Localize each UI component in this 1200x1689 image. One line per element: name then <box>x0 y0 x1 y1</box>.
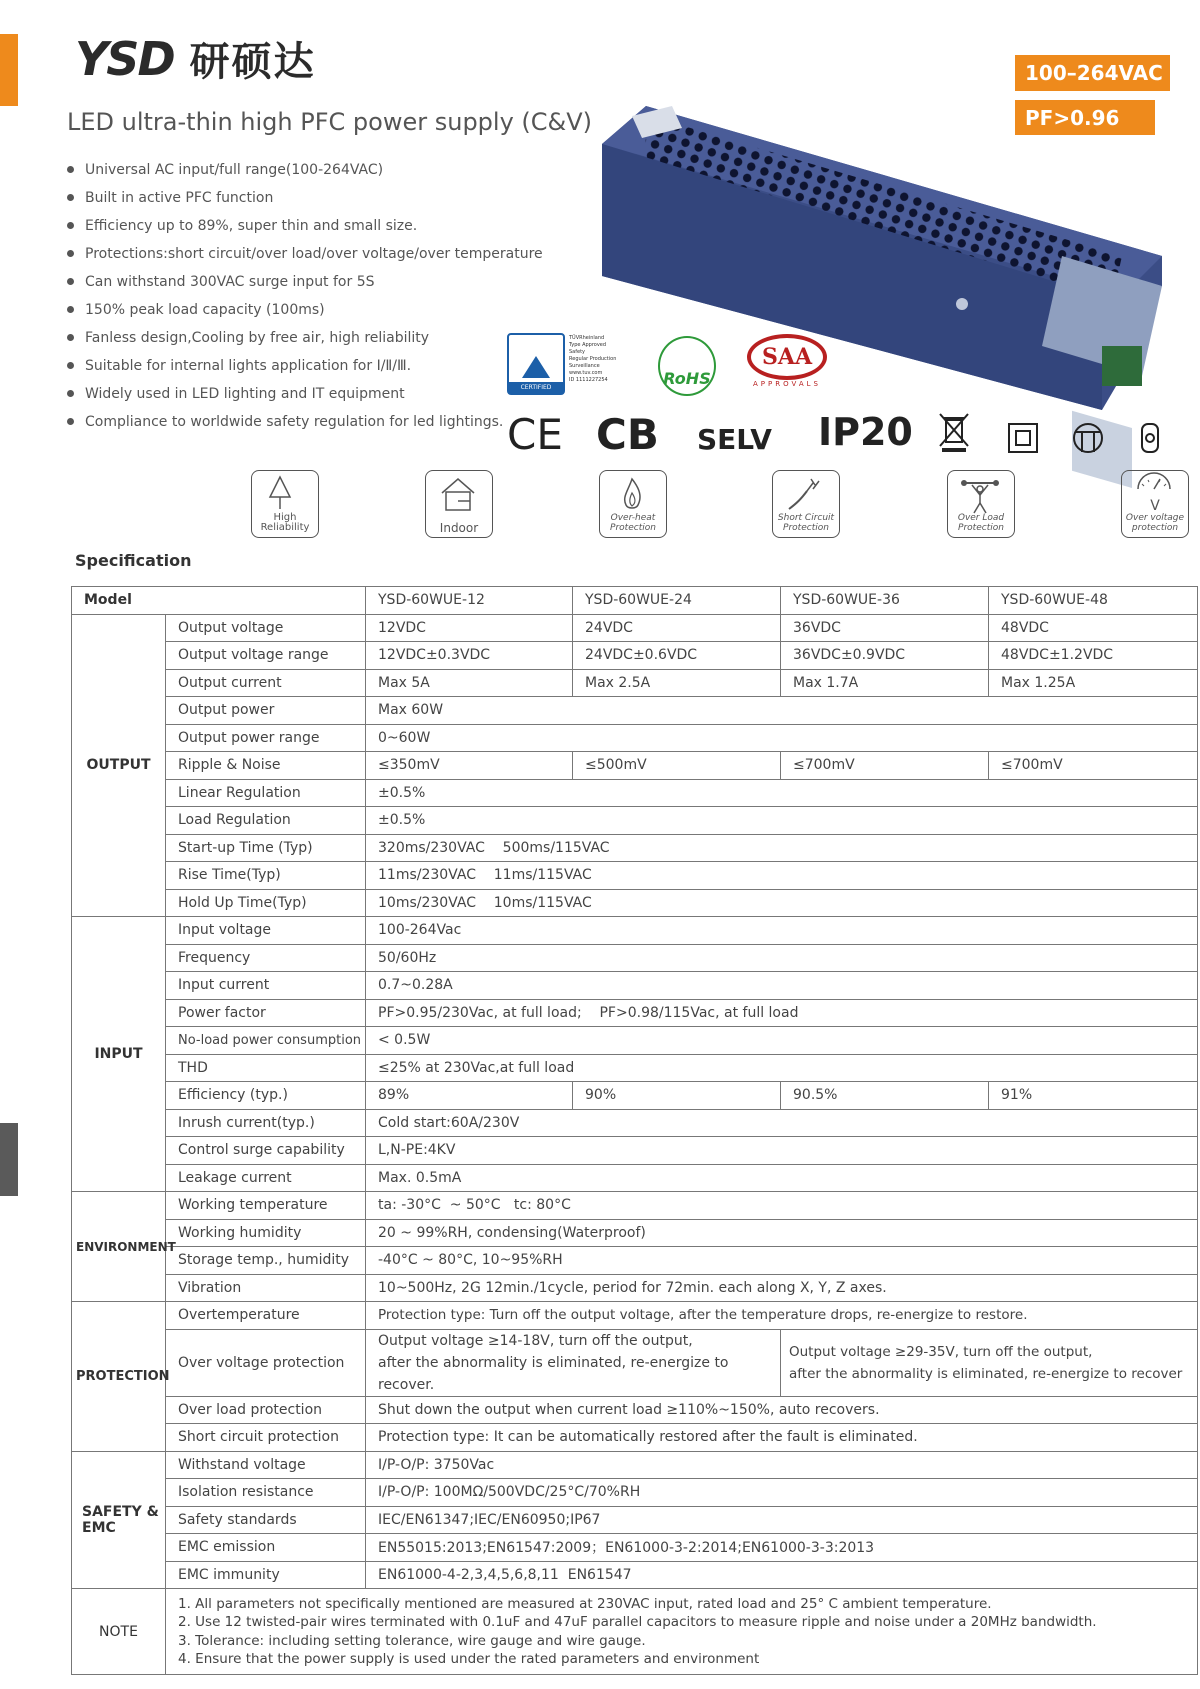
cell: 0~60W <box>366 724 1198 752</box>
model-cell: YSD-60WUE-24 <box>573 587 781 615</box>
row-label: Frequency <box>166 944 366 972</box>
row-label: Over load protection <box>166 1396 366 1424</box>
cell: 89% <box>366 1082 573 1110</box>
feature-item: Universal AC input/full range(100-264VAC) <box>67 160 543 188</box>
weee-bin-icon <box>938 410 970 452</box>
cell: EN61000-4-2,3,4,5,6,8,11 EN61547 <box>366 1561 1198 1589</box>
row-label: Load Regulation <box>166 807 366 835</box>
category-protection: PROTECTION <box>72 1302 166 1452</box>
cell: 11ms/230VAC 11ms/115VAC <box>366 862 1198 890</box>
saa-logo <box>744 334 830 392</box>
cell: 24VDC <box>573 614 781 642</box>
table-row <box>72 834 1198 862</box>
row-label: Output current <box>166 669 366 697</box>
table-row <box>72 1192 1198 1220</box>
row-label: THD <box>166 1054 366 1082</box>
row-label: Leakage current <box>166 1164 366 1192</box>
model-cell: YSD-60WUE-36 <box>781 587 989 615</box>
volt-glyph: V <box>1150 498 1160 514</box>
cell: I/P-O/P: 100MΩ/500VDC/25°C/70%RH <box>366 1479 1198 1507</box>
saa-mark: SAA <box>747 334 827 380</box>
table-row <box>72 1109 1198 1137</box>
category-input: INPUT <box>72 917 166 1192</box>
row-label: Input voltage <box>166 917 366 945</box>
cell: PF>0.95/230Vac, at full load; PF>0.98/115Vac, at full load <box>366 999 1198 1027</box>
cell: ±0.5% <box>366 807 1198 835</box>
double-insulation-icon <box>1007 422 1039 454</box>
row-label: Overtemperature <box>166 1302 366 1330</box>
table-row <box>72 807 1198 835</box>
table-row <box>72 1506 1198 1534</box>
table-row <box>72 1479 1198 1507</box>
saa-approvals: APPROVALS <box>753 380 821 388</box>
row-label: Storage temp., humidity <box>166 1247 366 1275</box>
cell: ±0.5% <box>366 779 1198 807</box>
category-safety-emc: SAFETY & EMC <box>72 1451 166 1589</box>
cell: ≤25% at 230Vac,at full load <box>366 1054 1198 1082</box>
row-label: Withstand voltage <box>166 1451 366 1479</box>
rohs-logo: RoHS <box>658 336 716 396</box>
table-row <box>72 1561 1198 1589</box>
ovp-line: Output voltage ≥29-35V, turn off the output, <box>789 1343 1093 1360</box>
ovp-line: after the abnormality is eliminated, re-energize to recover. <box>378 1354 729 1393</box>
row-label: Safety standards <box>166 1506 366 1534</box>
category-output: OUTPUT <box>72 614 166 917</box>
row-label: Inrush current(typ.) <box>166 1109 366 1137</box>
row-label: Start-up Time (Typ) <box>166 834 366 862</box>
indoor-icon <box>425 470 493 538</box>
cell: 100-264Vac <box>366 917 1198 945</box>
feature-item: Suitable for internal lights application for Ⅰ/Ⅱ/Ⅲ. <box>67 356 543 384</box>
table-row <box>72 1329 1198 1396</box>
row-label: Linear Regulation <box>166 779 366 807</box>
row-label: Working temperature <box>166 1192 366 1220</box>
cell: EN55015:2013;EN61547:2009；EN61000-3-2:2014;EN61000-3-3:2013 <box>366 1534 1198 1562</box>
table-row <box>72 1396 1198 1424</box>
cell: 36VDC±0.9VDC <box>781 642 989 670</box>
cell: 91% <box>989 1082 1198 1110</box>
cell: 12VDC <box>366 614 573 642</box>
cell: Max 2.5A <box>573 669 781 697</box>
logo-chinese: 研硕达 <box>189 39 316 85</box>
cell: ≤700mV <box>781 752 989 780</box>
tuv-certified-text: CERTIFIED <box>509 382 563 393</box>
row-label: Power factor <box>166 999 366 1027</box>
voltage-badge: 100–264VAC <box>1015 55 1170 91</box>
cell: -40°C ~ 80°C, 10~95%RH <box>366 1247 1198 1275</box>
tuv-line: Safety <box>569 349 585 355</box>
ovp-line: Output voltage ≥14-18V, turn off the output, <box>378 1332 693 1349</box>
spec-table <box>71 586 1198 1675</box>
table-row <box>72 669 1198 697</box>
cell: IEC/EN61347;IEC/EN60950;IP67 <box>366 1506 1198 1534</box>
row-label: Rise Time(Typ) <box>166 862 366 890</box>
feature-item: 150% peak load capacity (100ms) <box>67 300 543 328</box>
side-grey-bar <box>0 1123 18 1196</box>
table-row <box>72 1027 1198 1055</box>
row-label: Efficiency (typ.) <box>166 1082 366 1110</box>
cell: 10ms/230VAC 10ms/115VAC <box>366 889 1198 917</box>
cell: ≤350mV <box>366 752 573 780</box>
table-row <box>72 999 1198 1027</box>
cell: 50/60Hz <box>366 944 1198 972</box>
row-label: Ripple & Noise <box>166 752 366 780</box>
feature-icon-label: Over Load Protection <box>957 513 1005 533</box>
table-row <box>72 972 1198 1000</box>
row-label: Over voltage protection <box>166 1329 366 1396</box>
cell: 90% <box>573 1082 781 1110</box>
cell: Max 5A <box>366 669 573 697</box>
table-row <box>72 724 1198 752</box>
table-row <box>72 1424 1198 1452</box>
tuv-line: Regular Production <box>569 356 617 362</box>
note-line: 4. Ensure that the power supply is used under the rated parameters and environment <box>178 1651 760 1667</box>
feature-item: Fanless design,Cooling by free air, high reliability <box>67 328 543 356</box>
feature-icon-label: Over voltage protection <box>1125 513 1185 533</box>
table-row <box>72 1589 1198 1675</box>
table-row <box>72 587 1198 615</box>
brand-logo <box>75 30 316 87</box>
feature-icon-label: Indoor <box>439 521 479 535</box>
feature-icon-label: Over-heat Protection <box>610 513 656 533</box>
cell: 24VDC±0.6VDC <box>573 642 781 670</box>
table-row <box>72 862 1198 890</box>
model-cell: YSD-60WUE-48 <box>989 587 1198 615</box>
row-label: Output power range <box>166 724 366 752</box>
table-row <box>72 1534 1198 1562</box>
table-row <box>72 1219 1198 1247</box>
spec-heading: Specification <box>75 551 192 570</box>
tuv-line: Surveillance <box>569 363 600 369</box>
row-label: Hold Up Time(Typ) <box>166 889 366 917</box>
table-row <box>72 614 1198 642</box>
cell: Shut down the output when current load ≥110%~150%, auto recovers. <box>366 1396 1198 1424</box>
note-line: 1. All parameters not specifically mentioned are measured at 230VAC input, rated load and 25° C ambient temperature. <box>178 1595 992 1612</box>
feature-icon-label: Short Circuit Protection <box>777 513 835 533</box>
cell: Protection type: Turn off the output voltage, after the temperature drops, re-energize to restore. <box>366 1302 1198 1330</box>
table-row <box>72 1137 1198 1165</box>
cell: 320ms/230VAC 500ms/115VAC <box>366 834 1198 862</box>
feature-item: Efficiency up to 89%, super thin and small size. <box>67 216 543 244</box>
cell: ta: -30°C ~ 50°C tc: 80°C <box>366 1192 1198 1220</box>
cell: ≤700mV <box>989 752 1198 780</box>
table-row <box>72 1054 1198 1082</box>
side-accent-bar <box>0 34 18 106</box>
cell: 12VDC±0.3VDC <box>366 642 573 670</box>
row-label: Short circuit protection <box>166 1424 366 1452</box>
cell: 10~500Hz, 2G 12min./1cycle, period for 72min. each along X, Y, Z axes. <box>366 1274 1198 1302</box>
cell: 90.5% <box>781 1082 989 1110</box>
product-title: LED ultra-thin high PFC power supply (C&V) <box>67 108 593 136</box>
high-reliability-icon <box>251 470 319 538</box>
row-label: Output power <box>166 697 366 725</box>
table-row <box>72 1451 1198 1479</box>
cell: 48VDC±1.2VDC <box>989 642 1198 670</box>
cell: Max 60W <box>366 697 1198 725</box>
feature-item: Built in active PFC function <box>67 188 543 216</box>
ovp-line: after the abnormality is eliminated, re-energize to recover <box>789 1365 1183 1382</box>
over-load-icon <box>947 470 1015 538</box>
ce-mark: CE <box>507 410 563 459</box>
cell: Cold start:60A/230V <box>366 1109 1198 1137</box>
table-row <box>72 697 1198 725</box>
feature-item: Can withstand 300VAC surge input for 5S <box>67 272 543 300</box>
cell: < 0.5W <box>366 1027 1198 1055</box>
note-line: 2. Use 12 twisted-pair wires terminated with 0.1uF and 47uF parallel capacitors to measure ripple and noise under a 20MHz bandwidth. <box>178 1614 1097 1630</box>
independent-ballast-icon <box>1072 422 1104 454</box>
ip20-mark: IP20 <box>818 410 913 454</box>
note-line: 3. Tolerance: including setting tolerance, wire gauge and wire gauge. <box>178 1632 646 1649</box>
tuv-details <box>569 333 616 395</box>
table-row <box>72 752 1198 780</box>
tuv-line: ID 1111227254 <box>569 377 608 383</box>
cell: 20 ~ 99%RH, condensing(Waterproof) <box>366 1219 1198 1247</box>
cell: ≤500mV <box>573 752 781 780</box>
class-mark-icon <box>1140 422 1160 454</box>
over-heat-icon <box>599 470 667 538</box>
cell: Max. 0.5mA <box>366 1164 1198 1192</box>
table-row <box>72 1274 1198 1302</box>
cell: L,N-PE:4KV <box>366 1137 1198 1165</box>
feature-item: Compliance to worldwide safety regulation for led lightings. <box>67 412 543 440</box>
row-label: Isolation resistance <box>166 1479 366 1507</box>
cell: I/P-O/P: 3750Vac <box>366 1451 1198 1479</box>
row-label: No-load power consumption <box>166 1027 366 1055</box>
short-circuit-icon <box>772 470 840 538</box>
table-row <box>72 1164 1198 1192</box>
table-row <box>72 1302 1198 1330</box>
tuv-line: Type Approved <box>569 342 607 348</box>
tuv-name: TÜVRheinland <box>569 335 605 341</box>
cell: Max 1.7A <box>781 669 989 697</box>
tuv-logo <box>507 333 565 395</box>
category-note: NOTE <box>72 1589 166 1675</box>
pf-badge: PF>0.96 <box>1015 100 1155 135</box>
ovp-cell-left <box>366 1329 781 1396</box>
table-row <box>72 1247 1198 1275</box>
ovp-cell-right <box>781 1329 1198 1396</box>
feature-item: Protections:short circuit/over load/over voltage/over temperature <box>67 244 543 272</box>
row-label: Working humidity <box>166 1219 366 1247</box>
table-row <box>72 642 1198 670</box>
model-cell: YSD-60WUE-12 <box>366 587 573 615</box>
row-label: Output voltage <box>166 614 366 642</box>
table-row <box>72 1082 1198 1110</box>
cell: Max 1.25A <box>989 669 1198 697</box>
row-label: EMC emission <box>166 1534 366 1562</box>
selv-mark: SELV <box>697 423 772 456</box>
row-label: Vibration <box>166 1274 366 1302</box>
cell: 36VDC <box>781 614 989 642</box>
logo-latin: YSD <box>75 31 174 86</box>
cell: 0.7~0.28A <box>366 972 1198 1000</box>
tuv-certificate <box>507 333 625 395</box>
tuv-line: www.tuv.com <box>569 370 603 376</box>
over-voltage-icon <box>1121 470 1189 538</box>
table-row <box>72 779 1198 807</box>
feature-item: Widely used in LED lighting and IT equipment <box>67 384 543 412</box>
row-label: Input current <box>166 972 366 1000</box>
row-label: Output voltage range <box>166 642 366 670</box>
table-row <box>72 944 1198 972</box>
table-row <box>72 889 1198 917</box>
row-label: EMC immunity <box>166 1561 366 1589</box>
table-row <box>72 917 1198 945</box>
model-label: Model <box>72 587 366 615</box>
cb-mark: CB <box>596 410 659 459</box>
note-cell <box>166 1589 1198 1675</box>
cell: Protection type: It can be automatically restored after the fault is eliminated. <box>366 1424 1198 1452</box>
cell: 48VDC <box>989 614 1198 642</box>
category-environment: ENVIRONMENT <box>72 1192 166 1302</box>
feature-list <box>67 160 543 440</box>
feature-icon-label: High Reliability <box>260 512 310 533</box>
row-label: Control surge capability <box>166 1137 366 1165</box>
